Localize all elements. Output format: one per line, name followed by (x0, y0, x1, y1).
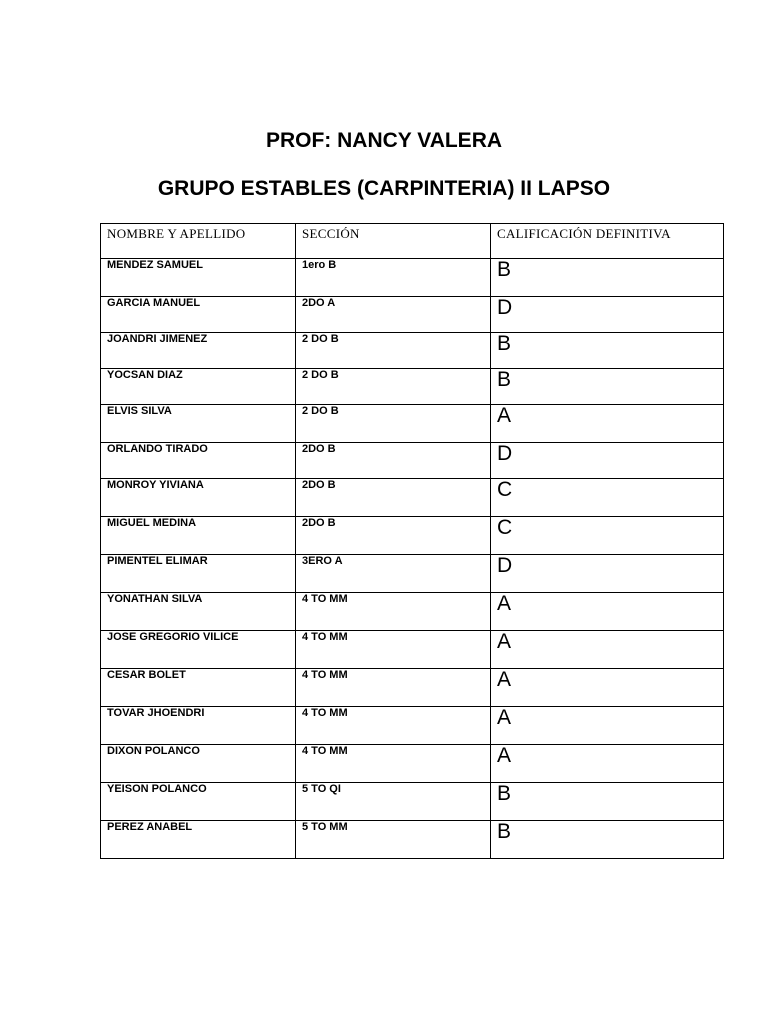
student-name: PIMENTEL ELIMAR (101, 555, 296, 593)
student-grade: A (491, 631, 724, 669)
student-section: 5 TO MM (296, 821, 491, 859)
student-name: MONROY YIVIANA (101, 479, 296, 517)
student-section: 2DO B (296, 517, 491, 555)
student-grade: A (491, 405, 724, 443)
student-grade: B (491, 821, 724, 859)
student-section: 2DO B (296, 479, 491, 517)
student-name: DIXON POLANCO (101, 745, 296, 783)
student-section: 4 TO MM (296, 593, 491, 631)
table-row (101, 479, 724, 517)
student-section: 2DO B (296, 443, 491, 479)
student-name: YEISON POLANCO (101, 783, 296, 821)
student-section: 1ero B (296, 259, 491, 297)
table-row (101, 443, 724, 479)
table-row (101, 517, 724, 555)
student-section: 4 TO MM (296, 707, 491, 745)
student-name: JOSE GREGORIO VILICE (101, 631, 296, 669)
table-row (101, 631, 724, 669)
student-name: TOVAR JHOENDRI (101, 707, 296, 745)
student-grade: A (491, 707, 724, 745)
student-section: 2 DO B (296, 333, 491, 369)
student-grade: B (491, 783, 724, 821)
grades-table (100, 223, 724, 859)
student-grade: B (491, 369, 724, 405)
student-grade: D (491, 297, 724, 333)
student-name: YOCSAN DIAZ (101, 369, 296, 405)
student-section: 4 TO MM (296, 631, 491, 669)
student-name: MENDEZ SAMUEL (101, 259, 296, 297)
student-name: ELVIS SILVA (101, 405, 296, 443)
student-grade: D (491, 555, 724, 593)
header-grade: CALIFICACIÓN DEFINITIVA (491, 224, 724, 259)
student-section: 2 DO B (296, 369, 491, 405)
table-row (101, 593, 724, 631)
student-grade: B (491, 333, 724, 369)
student-name: GARCIA MANUEL (101, 297, 296, 333)
student-name: MIGUEL MEDINA (101, 517, 296, 555)
student-section: 3ERO A (296, 555, 491, 593)
student-grade: C (491, 517, 724, 555)
header-name: NOMBRE Y APELLIDO (101, 224, 296, 259)
student-section: 4 TO MM (296, 669, 491, 707)
student-grade: A (491, 593, 724, 631)
student-grade: A (491, 745, 724, 783)
student-grade: C (491, 479, 724, 517)
student-name: YONATHAN SILVA (101, 593, 296, 631)
student-grade: B (491, 259, 724, 297)
header-section: SECCIÓN (296, 224, 491, 259)
student-name: JOANDRI JIMENEZ (101, 333, 296, 369)
table-row (101, 405, 724, 443)
group-title: GRUPO ESTABLES (CARPINTERIA) II LAPSO (157, 177, 611, 200)
professor-title: PROF: NANCY VALERA (265, 129, 503, 152)
student-name: ORLANDO TIRADO (101, 443, 296, 479)
table-row (101, 669, 724, 707)
table-row (101, 821, 724, 859)
student-section: 2 DO B (296, 405, 491, 443)
student-section: 2DO A (296, 297, 491, 333)
table-row (101, 555, 724, 593)
student-name: PEREZ ANABEL (101, 821, 296, 859)
table-row (101, 333, 724, 369)
student-section: 5 TO QI (296, 783, 491, 821)
table-row (101, 745, 724, 783)
table-row (101, 259, 724, 297)
table-row (101, 297, 724, 333)
table-header-row (101, 224, 724, 259)
table-row (101, 369, 724, 405)
student-grade: D (491, 443, 724, 479)
table-row (101, 783, 724, 821)
student-grade: A (491, 669, 724, 707)
table-row (101, 707, 724, 745)
student-name: CESAR BOLET (101, 669, 296, 707)
student-section: 4 TO MM (296, 745, 491, 783)
